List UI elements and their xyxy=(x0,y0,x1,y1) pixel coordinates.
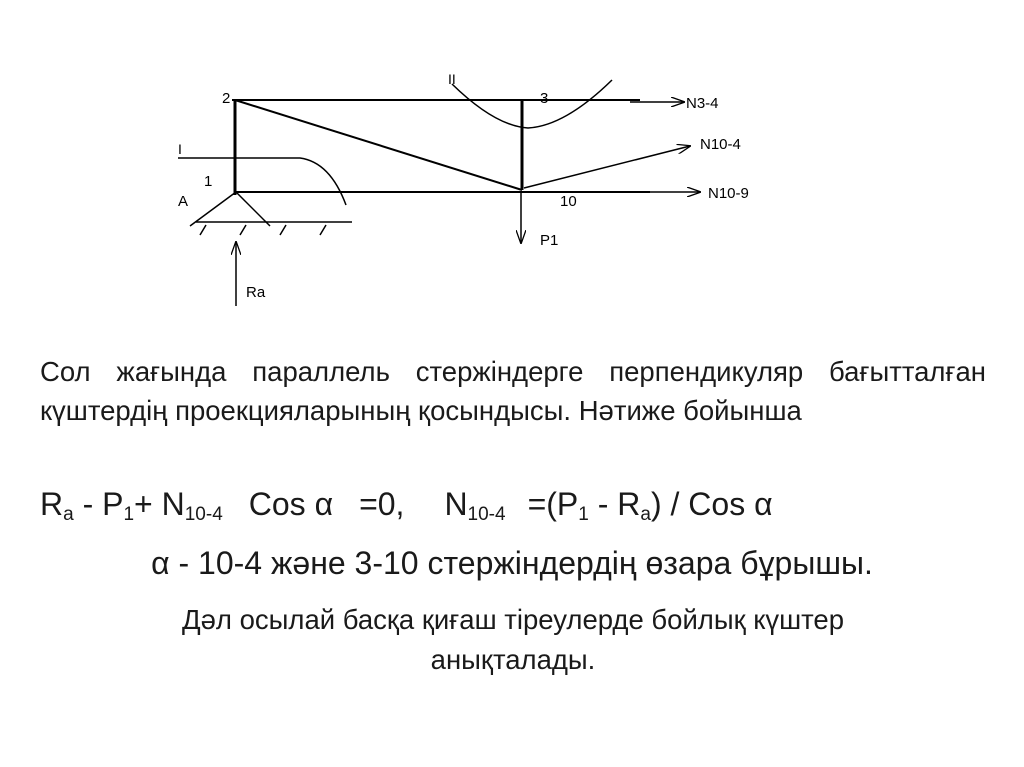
node-label-10: 10 xyxy=(560,193,577,210)
force-label-n34: N3-4 xyxy=(686,95,719,112)
section-cut-right xyxy=(452,80,612,128)
formula-ra-sub: a xyxy=(63,504,74,525)
conclusion-line-2: анықталады. xyxy=(430,644,596,675)
equilibrium-paragraph: Сол жағында параллель стержіндерге перпендикуляр бағытталған күштердің проекцияларының қосындысы. Нәтиже бойынша xyxy=(40,356,986,426)
formula-eq-open: =(P xyxy=(527,486,579,522)
force-n104-arrow xyxy=(524,146,690,188)
formula-close-cos: ) / Cos α xyxy=(650,486,773,522)
formula-plus-n: + N xyxy=(134,486,185,522)
truss-diagram xyxy=(0,0,1024,340)
force-label-n109: N10-9 xyxy=(708,185,749,202)
pin-support xyxy=(190,192,352,235)
node-label-1: 1 xyxy=(204,173,213,190)
alpha-definition: α - 10-4 және 3-10 стержіндердің өзара бұрышы. xyxy=(151,545,873,581)
support-label-a: A xyxy=(178,193,189,210)
formula-minus-p: - P xyxy=(73,486,124,522)
formula-r2-sub: a xyxy=(640,504,651,525)
conclusion-line-1: Дәл осылай басқа қиғаш тіреулерде бойлық күштер xyxy=(181,604,845,635)
load-label-p1: P1 xyxy=(540,232,559,249)
formula-p2-sub: 1 xyxy=(578,504,589,525)
formula-n2-sub: 10-4 xyxy=(467,504,506,525)
reaction-label-ra: Ra xyxy=(246,284,266,301)
force-formula xyxy=(40,486,986,523)
formula-n-sub: 10-4 xyxy=(184,504,223,525)
node-label-2: 2 xyxy=(222,90,231,107)
formula-n2: N xyxy=(444,486,468,522)
node-label-3: 3 xyxy=(540,90,549,107)
formula-p-sub: 1 xyxy=(123,504,135,525)
formula-ra: R xyxy=(40,486,64,522)
force-label-n104: N10-4 xyxy=(700,136,741,153)
formula-minus-r: - R xyxy=(588,486,641,522)
formula-cos: Cos α xyxy=(248,486,334,522)
diagonal-member xyxy=(235,100,522,190)
conclusion-text xyxy=(60,600,966,680)
section-label-ii: II xyxy=(448,71,456,87)
formula-eq-zero: =0, xyxy=(359,486,405,522)
section-label-i: I xyxy=(178,141,182,157)
